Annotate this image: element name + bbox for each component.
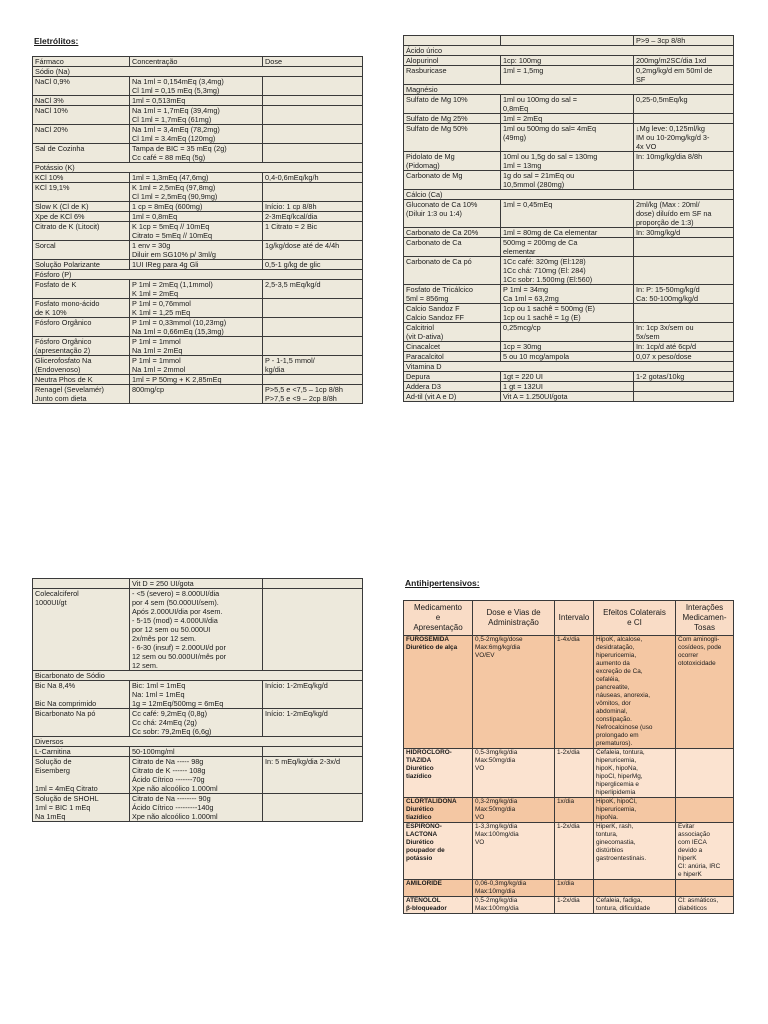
table-cell: NaCl 20% [33, 125, 130, 144]
table-row [404, 352, 734, 362]
table-cell: KCl 19,1% [33, 183, 130, 202]
table-row [33, 280, 363, 299]
table-cell: Sulfato de Mg 50% [404, 124, 501, 152]
table-cell: Neutra Phos de K [33, 375, 130, 385]
table-cell: ATENOLOL β-bloqueador [404, 897, 473, 914]
section-row [33, 67, 363, 77]
table-cell [676, 880, 734, 897]
table-cell: Com aminogli- cosídeos, pode ocorrer ototoxicidade [676, 636, 734, 749]
table-cell: NaCl 0,9% [33, 77, 130, 96]
table-cell: 0,5-2mg/kg/dose Max:6mg/kg/dia VO/EV [473, 636, 555, 749]
table-cell: Tampa de BIC = 35 mEq (2g) Cc café = 88 mEq (5g) [130, 144, 263, 163]
table-cell [33, 579, 130, 589]
table-cell: Xpe de KCl 6% [33, 212, 130, 222]
table-cell [634, 171, 734, 190]
section-label: Potássio (K) [33, 163, 363, 173]
section-label: Fósforo (P) [33, 270, 363, 280]
table-row [33, 96, 363, 106]
section-row [404, 85, 734, 95]
table-cell: 1gt = 220 UI [501, 372, 634, 382]
table-row [33, 106, 363, 125]
table-cell [263, 106, 363, 125]
table-row [33, 375, 363, 385]
table-row [33, 125, 363, 144]
column-header: Interações Medicamen- Tosas [676, 601, 734, 636]
table-row [33, 318, 363, 337]
table-cell: P 1ml = 0,76mmol K 1ml = 1,25 mEq [130, 299, 263, 318]
table-cell: 1ml = 0,45mEq [501, 200, 634, 228]
table-row [33, 747, 363, 757]
table-cell: Na 1ml = 0,154mEq (3,4mg) Cl 1ml = 0,15 mEq (5,3mg) [130, 77, 263, 96]
table-cell: Início: 1 cp 8/8h [263, 202, 363, 212]
table-cell: HIDROCLORO- TIAZIDA Diurético tiazídico [404, 749, 473, 798]
table-cell [263, 375, 363, 385]
table-row [33, 222, 363, 241]
table-cell: P 1ml = 34mg Ca 1ml = 63,2mg [501, 285, 634, 304]
table-cell: 0,25-0,5mEq/kg [634, 95, 734, 114]
column-header: Dose e Vias de Administração [473, 601, 555, 636]
table-row [404, 171, 734, 190]
table-cell: Cefaleia, tontura, hiperuricemia, hipoK, hipoNa, hipoCl, hiperMg, hiperglicemia e hiperlipidemia [594, 749, 676, 798]
table-cell: 0,07 x peso/dose [634, 352, 734, 362]
table-cell: 800mg/cp [130, 385, 263, 404]
table-row [404, 114, 734, 124]
table-cell: 1ml = 1,5mg [501, 66, 634, 85]
section-row [33, 163, 363, 173]
table-row [404, 56, 734, 66]
table-cell: Solução Polarizante [33, 260, 130, 270]
column-header: Intervalo [555, 601, 594, 636]
table-row [404, 238, 734, 257]
table-cell: 10ml ou 1,5g do sal = 130mg 1ml = 13mg [501, 152, 634, 171]
table-row [404, 382, 734, 392]
table-row [404, 323, 734, 342]
table-cell: AMILORIDE [404, 880, 473, 897]
table-cell: In: 10mg/kg/dia 8/8h [634, 152, 734, 171]
table-cell: Calcio Sandoz F Calcio Sandoz FF [404, 304, 501, 323]
table-cell [676, 749, 734, 798]
table-cell: Sulfato de Mg 25% [404, 114, 501, 124]
section-label: Cálcio (Ca) [404, 190, 734, 200]
table-row [404, 372, 734, 382]
table-row [33, 183, 363, 202]
table-row [404, 392, 734, 402]
table-cell: Vit A = 1.250UI/gota [501, 392, 634, 402]
table-row [33, 589, 363, 671]
table-cell: HipoK, alcalose, desidratação, hiperuricemia, aumento da excreção de Ca, cefaléia, pancreatite, náuseas, anorexia, vômitos, dor abdominal, constipação. Nefrocalcinose (uso prolongado em prematuros). [594, 636, 676, 749]
table-cell: 1-2x/dia [555, 823, 594, 880]
table-cell: In: 1cp/d até 6cp/d [634, 342, 734, 352]
table-row [33, 241, 363, 260]
table-cell: FUROSEMIDA Diurético de alça [404, 636, 473, 749]
table-cell: Addera D3 [404, 382, 501, 392]
table-cell: Bic Na 8,4% Bic Na comprimido [33, 681, 130, 709]
table-row [404, 257, 734, 285]
table-row [33, 212, 363, 222]
table-cell: 1-2x/dia [555, 897, 594, 914]
table-cell [263, 144, 363, 163]
table-cell: Fósforo Orgânico (apresentação 2) [33, 337, 130, 356]
table-cell: Calcitriol (vit D-ativa) [404, 323, 501, 342]
table-cell: P - 1-1,5 mmol/ kg/dia [263, 356, 363, 375]
table-cell: - <5 (severo) = 8.000UI/dia por 4 sem (50.000UI/sem). Após 2.000UI/dia por 4sem. - 5-15 (mod) = 4.000UI/dia por 12 sem ou 50.000UI 2x/mês por 12 sem. - 6-30 (insuf) = 2.000UI/d por 12 sem ou 50.000UI/mês por 12 sem. [130, 589, 263, 671]
table-row [404, 880, 734, 897]
table-cell: 1ml = 0,8mEq [130, 212, 263, 222]
table-cell: 2ml/kg (Max : 20ml/ dose) diluído em SF na proporção de 1:3) [634, 200, 734, 228]
table-row [33, 299, 363, 318]
table-cell: Cl: asmáticos, diabéticos [676, 897, 734, 914]
table-cell: 500mg = 200mg de Ca elementar [501, 238, 634, 257]
table-cell: 0,5-3mg/kg/dia Max:50mg/dia VO [473, 749, 555, 798]
table-cell: 0,3-2mg/kg/dia Max:50mg/dia VO [473, 798, 555, 823]
table-cell: Cinacalcet [404, 342, 501, 352]
table-cell [263, 299, 363, 318]
table-cell: 1x/dia [555, 798, 594, 823]
table-cell: In: P: 15-50mg/kg/d Ca: 50-100mg/kg/d [634, 285, 734, 304]
section-label: Magnésio [404, 85, 734, 95]
table-cell: P 1ml = 2mEq (1,1mmol) K 1ml = 2mEq [130, 280, 263, 299]
table-cell: Fosfato mono-ácido de K 10% [33, 299, 130, 318]
table-cell: P>9 – 3cp 8/8h [634, 36, 734, 46]
table-cell [634, 238, 734, 257]
table-cell [263, 589, 363, 671]
column-header: Efeitos Colaterais e CI [594, 601, 676, 636]
table-cell: 0,2mg/kg/d em 50ml de SF [634, 66, 734, 85]
table-cell: KCl 10% [33, 173, 130, 183]
table-row [33, 757, 363, 794]
table-cell: Cc café: 9,2mEq (0,8g) Cc chá: 24mEq (2g) Cc sobr: 79,2mEq (6,6g) [130, 709, 263, 737]
table-cell: Fosfato de K [33, 280, 130, 299]
table-row [33, 144, 363, 163]
table-cell: CLORTALIDONA Diurético tiazídico [404, 798, 473, 823]
table-cell: Carbonato de Ca [404, 238, 501, 257]
table-row [33, 260, 363, 270]
table-cell: 1cp = 30mg [501, 342, 634, 352]
table-cell [634, 382, 734, 392]
table-cell: 1 env = 30g Diluir em SG10% p/ 3ml/g [130, 241, 263, 260]
table-cell: 1g do sal = 21mEq ou 10,5mmol (280mg) [501, 171, 634, 190]
table-row [404, 897, 734, 914]
table-cell: Paracalcitol [404, 352, 501, 362]
vitamin-bicarbonate-table [32, 578, 363, 822]
table-cell [263, 183, 363, 202]
table-cell: Gluconato de Ca 10% (Diluir 1:3 ou 1:4) [404, 200, 501, 228]
section-label: Sódio (Na) [33, 67, 363, 77]
section-row [404, 362, 734, 372]
table-cell: 1-3,3mg/kg/dia Max:100mg/dia VO [473, 823, 555, 880]
eletroliticos-title: Eletrólitos: [34, 36, 79, 46]
table-row [404, 66, 734, 85]
table-row [33, 77, 363, 96]
table-cell: Cefaleia, fadiga, tontura, dificuldade [594, 897, 676, 914]
table-cell: Citrato de Na -------- 90g Ácido Cítrico ---------140g Xpe não alcoólico 1.000ml [130, 794, 263, 822]
table-cell: 1-4x/dia [555, 636, 594, 749]
table-cell: 2-3mEq/kcal/dia [263, 212, 363, 222]
table-cell [263, 337, 363, 356]
table-row [404, 95, 734, 114]
table-cell: Citrato de K (Litocit) [33, 222, 130, 241]
table-row [404, 798, 734, 823]
antihipertensivos-table [403, 600, 734, 914]
section-label: Ácido úrico [404, 46, 734, 56]
table-row [404, 823, 734, 880]
table-cell: 1cp: 100mg [501, 56, 634, 66]
table-cell: 1UI IReg para 4g Gli [130, 260, 263, 270]
table-cell: In: 5 mEq/kg/dia 2-3x/d [263, 757, 363, 794]
table-cell: 1-2x/dia [555, 749, 594, 798]
table-cell: Fósforo Orgânico [33, 318, 130, 337]
table-cell: P 1ml = 0,33mmol (10,23mg) Na 1ml = 0,66mEq (15,3mg) [130, 318, 263, 337]
table-cell: Bic: 1ml = 1mEq Na: 1ml = 1mEq 1g = 12mEq/500mg = 6mEq [130, 681, 263, 709]
table-cell [263, 96, 363, 106]
table-row [404, 304, 734, 323]
section-label: Bicarbonato de Sódio [33, 671, 363, 681]
section-row [33, 671, 363, 681]
table-cell: Alopurinol [404, 56, 501, 66]
table-cell: L-Carnitina [33, 747, 130, 757]
table-cell: 1ml = 1,3mEq (47,6mg) [130, 173, 263, 183]
table-row [404, 228, 734, 238]
table-cell: Carbonato de Ca pó [404, 257, 501, 285]
table-row [33, 337, 363, 356]
table-cell: Rasburicase [404, 66, 501, 85]
table-cell: 1 gt = 132UI [501, 382, 634, 392]
table-cell: Citrato de Na ----- 98g Citrato de K ------ 108g Ácido Cítrico -------70g Xpe não alcoólico 1.000ml [130, 757, 263, 794]
table-cell: Pidolato de Mg (Pidomag) [404, 152, 501, 171]
table-row [33, 794, 363, 822]
table-cell: 1 Citrato = 2 Bic [263, 222, 363, 241]
section-label: Vitamina D [404, 362, 734, 372]
table-cell: 1Cc café: 320mg (El:128) 1Cc chá: 710mg (El: 284) 1Cc sobr: 1.500mg (El:560) [501, 257, 634, 285]
table-cell: Sorcal [33, 241, 130, 260]
table-cell: Renagel (Sevelamér) Junto com dieta [33, 385, 130, 404]
table-cell: 50-100mg/ml [130, 747, 263, 757]
electrolytes-continued-table [403, 35, 734, 402]
table-cell [263, 125, 363, 144]
table-cell: Colecalciferol 1000UI/gt [33, 589, 130, 671]
table-cell: Evitar associação com IECA devido a hiperK CI: anúria, IRC e hiperK [676, 823, 734, 880]
table-cell: 1ml = 2mEq [501, 114, 634, 124]
section-row [404, 46, 734, 56]
column-header: Concentração [130, 57, 263, 67]
table-cell [404, 36, 501, 46]
table-cell [263, 747, 363, 757]
table-row [33, 173, 363, 183]
table-cell: 1ml ou 100mg do sal = 0,8mEq [501, 95, 634, 114]
table-cell: ESPIRONO- LACTONA Diurético poupador de potássio [404, 823, 473, 880]
table-cell: Início: 1-2mEq/kg/d [263, 681, 363, 709]
eletroliticos-table [32, 56, 363, 404]
table-cell: Fosfato de Tricálcico 5ml = 856mg [404, 285, 501, 304]
section-label: Diversos [33, 737, 363, 747]
column-header: Dose [263, 57, 363, 67]
table-cell: Ad-til (vit A e D) [404, 392, 501, 402]
table-cell: HipoK, hipoCl, hiperuricemia, hipoNa. [594, 798, 676, 823]
table-row [404, 152, 734, 171]
table-cell: P 1ml = 1mmol Na 1ml = 2mmol [130, 356, 263, 375]
table-row [33, 202, 363, 212]
section-row [33, 270, 363, 280]
table-cell [594, 880, 676, 897]
table-row [404, 342, 734, 352]
table-row [404, 749, 734, 798]
table-cell: Bicarbonato Na pó [33, 709, 130, 737]
table-cell: Vit D = 250 UI/gota [130, 579, 263, 589]
header-row [404, 601, 734, 636]
table-cell: 0,25mcg/cp [501, 323, 634, 342]
table-cell [501, 36, 634, 46]
table-cell: Sulfato de Mg 10% [404, 95, 501, 114]
table-cell [634, 257, 734, 285]
table-cell: 0,5-1 g/kg de glic [263, 260, 363, 270]
table-cell: In: 1cp 3x/sem ou 5x/sem [634, 323, 734, 342]
table-cell: HiperK, rash, tontura, ginecomastia, distúrbios gastroentestinais. [594, 823, 676, 880]
column-header: Fármaco [33, 57, 130, 67]
header-row [33, 57, 363, 67]
table-cell: 0,06-0,3mg/kg/dia Max:10mg/dia [473, 880, 555, 897]
table-cell: Solução de SHOHL 1ml = BIC 1 mEq Na 1mEq [33, 794, 130, 822]
table-row [33, 356, 363, 375]
table-cell [634, 392, 734, 402]
table-cell: 1ml ou 500mg do sal= 4mEq (49mg) [501, 124, 634, 152]
table-cell: P 1ml = 1mmol Na 1ml = 2mEq [130, 337, 263, 356]
table-cell: 1 cp = 8mEq (600mg) [130, 202, 263, 212]
table-cell: K 1ml = 2,5mEq (97,8mg) Cl 1ml = 2,5mEq (90,9mg) [130, 183, 263, 202]
table-cell [634, 114, 734, 124]
table-cell [263, 77, 363, 96]
section-row [33, 737, 363, 747]
table-row [404, 285, 734, 304]
table-cell: Carbonato de Mg [404, 171, 501, 190]
table-row [33, 385, 363, 404]
table-cell: K 1cp = 5mEq // 10mEq Citrato = 5mEq // 10mEq [130, 222, 263, 241]
table-cell: 1ml = 80mg de Ca elementar [501, 228, 634, 238]
table-cell: 5 ou 10 mcg/ampola [501, 352, 634, 362]
table-cell: 2,5-3,5 mEq/kg/d [263, 280, 363, 299]
table-cell: 1-2 gotas/10kg [634, 372, 734, 382]
column-header: Medicamento e Apresentação [404, 601, 473, 636]
table-cell: Na 1ml = 3,4mEq (78,2mg) Cl 1ml = 3.4mEq (120mg) [130, 125, 263, 144]
table-cell [263, 579, 363, 589]
table-row [404, 636, 734, 749]
table-cell: 1x/dia [555, 880, 594, 897]
table-cell: Na 1ml = 1,7mEq (39,4mg) Cl 1ml = 1,7mEq (61mg) [130, 106, 263, 125]
table-row [33, 681, 363, 709]
table-row [404, 124, 734, 152]
table-cell: In: 30mg/kg/d [634, 228, 734, 238]
table-cell: 1ml = P 50mg + K 2,85mEq [130, 375, 263, 385]
table-cell: Slow K (Cl de K) [33, 202, 130, 212]
table-cell [263, 794, 363, 822]
table-cell [634, 304, 734, 323]
table-cell: 1cp ou 1 sachê = 500mg (E) 1cp ou 1 sachê = 1g (E) [501, 304, 634, 323]
table-cell [263, 318, 363, 337]
table-cell: NaCl 10% [33, 106, 130, 125]
table-row [404, 200, 734, 228]
table-cell: ↓Mg leve: 0,125ml/kg IM ou 10-20mg/kg/d 3- 4x VO [634, 124, 734, 152]
table-cell: Sal de Cozinha [33, 144, 130, 163]
antihipertensivos-title: Antihipertensivos: [405, 578, 480, 588]
table-cell: Depura [404, 372, 501, 382]
table-row [33, 579, 363, 589]
table-cell: Glicerofosfato Na (Endovenoso) [33, 356, 130, 375]
table-cell: 0,5-2mg/kg/dia Max:100mg/dia [473, 897, 555, 914]
table-cell: Carbonato de Ca 20% [404, 228, 501, 238]
table-cell: 1g/kg/dose até de 4/4h [263, 241, 363, 260]
table-row [33, 709, 363, 737]
table-cell: P>5,5 e <7,5 – 1cp 8/8h P>7,5 e <9 – 2cp 8/8h [263, 385, 363, 404]
table-cell: 200mg/m2SC/dia 1xd [634, 56, 734, 66]
table-cell: Solução de Eisemberg 1ml = 4mEq Citrato [33, 757, 130, 794]
table-cell: Início: 1-2mEq/kg/d [263, 709, 363, 737]
table-cell: 0,4-0,6mEq/kg/h [263, 173, 363, 183]
table-cell [676, 798, 734, 823]
table-row [404, 36, 734, 46]
section-row [404, 190, 734, 200]
table-cell: 1ml = 0,513mEq [130, 96, 263, 106]
table-cell: NaCl 3% [33, 96, 130, 106]
